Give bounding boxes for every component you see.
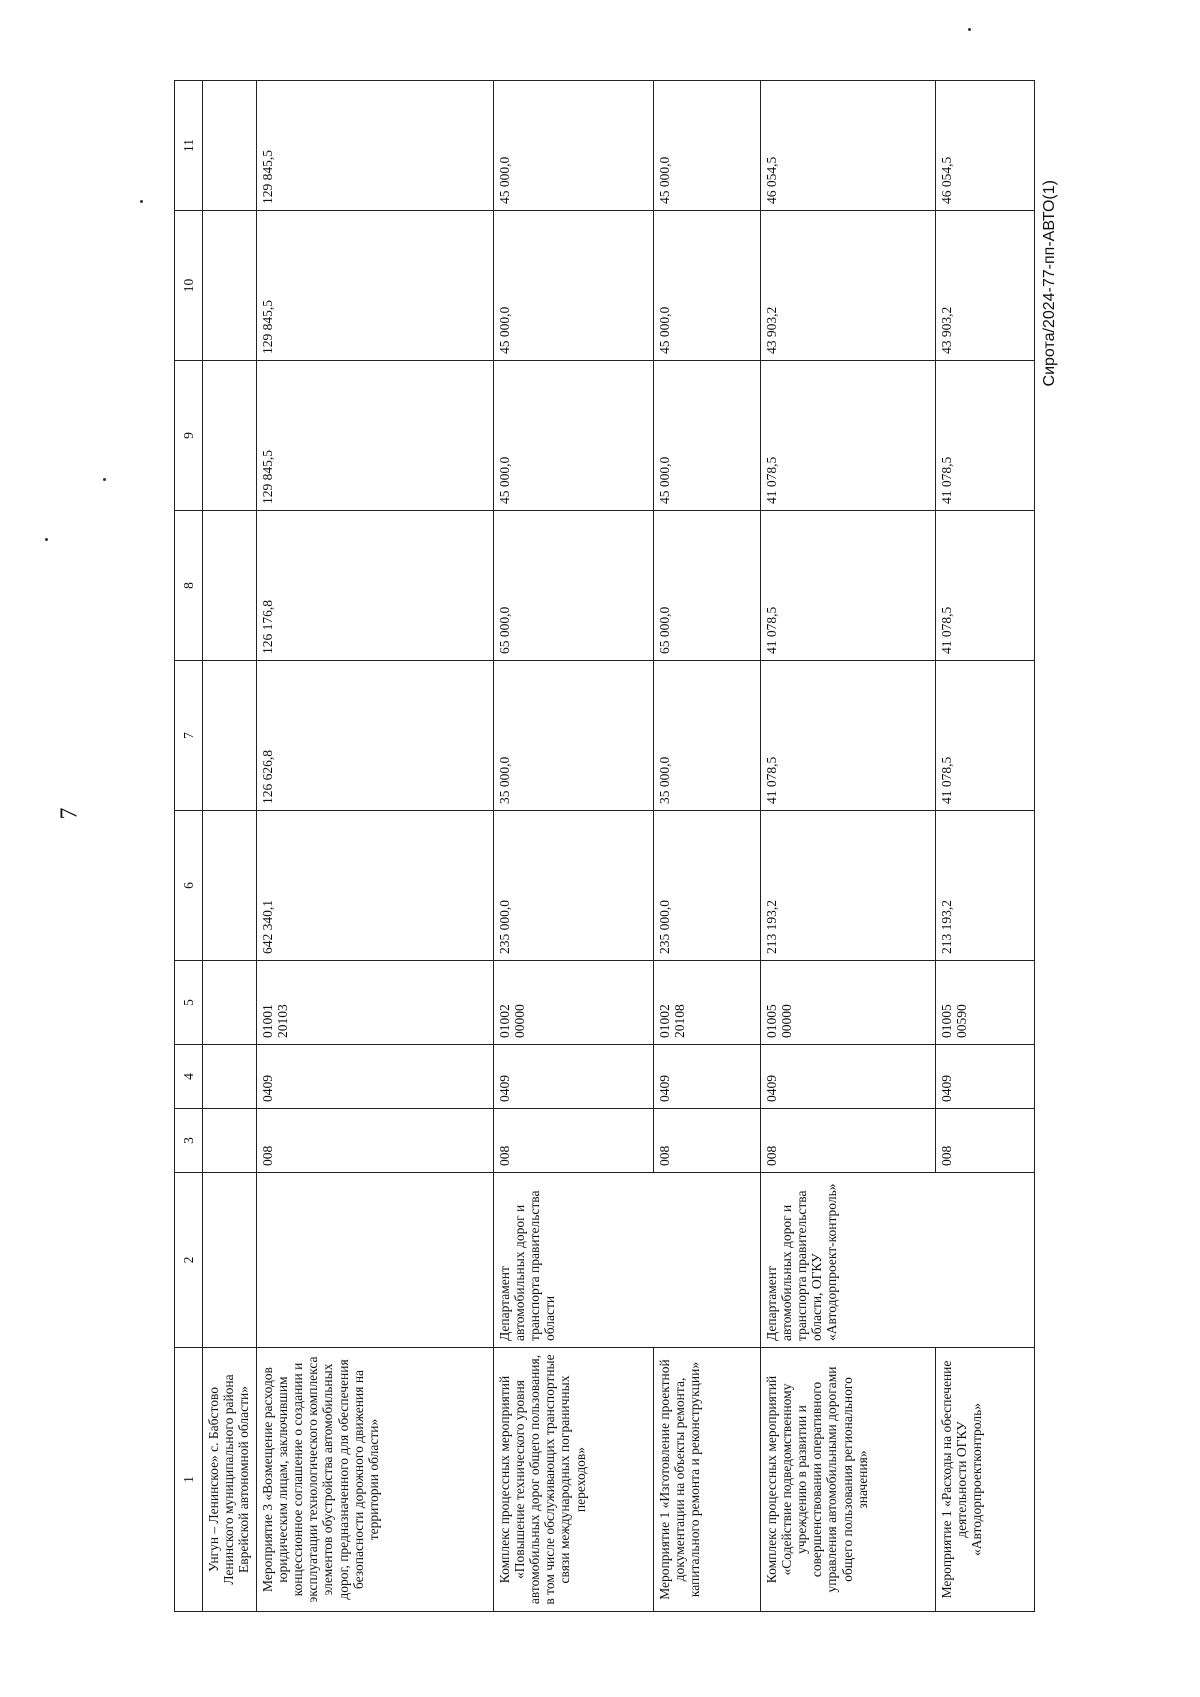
scan-speck bbox=[140, 200, 143, 203]
amount-year: 41 078,5 bbox=[761, 361, 936, 511]
column-number: 5 bbox=[175, 961, 203, 1045]
target-article-code: 01002 20108 bbox=[654, 961, 761, 1045]
section-code: 0409 bbox=[654, 1045, 761, 1109]
responsible-cell: Департамент автомобильных дорог и транспорта правительства области, ОГКУ «Автодорпроект-контроль» bbox=[761, 1173, 1035, 1348]
amount-year: 65 000,0 bbox=[654, 511, 761, 661]
cell bbox=[203, 511, 257, 661]
amount-total: 235 000,0 bbox=[654, 811, 761, 961]
amount-year: 45 000,0 bbox=[494, 81, 654, 211]
amount-year: 41 078,5 bbox=[761, 511, 936, 661]
amount-year: 46 054,5 bbox=[761, 81, 936, 211]
cell bbox=[203, 961, 257, 1045]
table-body bbox=[175, 81, 1035, 1612]
ministry-code: 008 bbox=[494, 1109, 654, 1173]
amount-year: 46 054,5 bbox=[936, 81, 1035, 211]
column-number: 9 bbox=[175, 361, 203, 511]
amount-year: 45 000,0 bbox=[494, 211, 654, 361]
amount-total: 642 340,1 bbox=[257, 811, 494, 961]
row-title: Мероприятие 3 «Возмещение расходов юридическим лицам, заключившим концессионное соглашение о создании и эксплуатации технологического комплекса элементов обустройства автомобильных дорог, предназначенного для обеспечения безопасности дорожного движения на территории области» bbox=[257, 1348, 494, 1612]
amount-year: 45 000,0 bbox=[654, 361, 761, 511]
responsible-cell bbox=[203, 1173, 257, 1348]
amount-year: 41 078,5 bbox=[761, 661, 936, 811]
amount-year: 43 903,2 bbox=[936, 211, 1035, 361]
section-code: 0409 bbox=[936, 1045, 1035, 1109]
responsible-cell: Департамент автомобильных дорог и транспорта правительства области bbox=[494, 1173, 761, 1348]
amount-total: 235 000,0 bbox=[494, 811, 654, 961]
column-number: 2 bbox=[175, 1173, 203, 1348]
ministry-code: 008 bbox=[761, 1109, 936, 1173]
ministry-code: 008 bbox=[654, 1109, 761, 1173]
row-title: Унгун – Ленинское» с. Бабстово Ленинского муниципального района Еврейской автономной области» bbox=[203, 1348, 257, 1612]
column-number: 4 bbox=[175, 1045, 203, 1109]
column-number: 6 bbox=[175, 811, 203, 961]
cell bbox=[203, 211, 257, 361]
cell bbox=[203, 361, 257, 511]
amount-total: 213 193,2 bbox=[936, 811, 1035, 961]
table-row bbox=[203, 81, 257, 1612]
column-number: 1 bbox=[175, 1348, 203, 1612]
table-row bbox=[936, 81, 1035, 1612]
column-number: 11 bbox=[175, 81, 203, 211]
amount-year: 35 000,0 bbox=[654, 661, 761, 811]
section-code: 0409 bbox=[761, 1045, 936, 1109]
amount-year: 43 903,2 bbox=[761, 211, 936, 361]
target-article-code: 01005 00000 bbox=[761, 961, 936, 1045]
column-number: 10 bbox=[175, 211, 203, 361]
amount-year: 45 000,0 bbox=[654, 211, 761, 361]
target-article-code: 01005 00590 bbox=[936, 961, 1035, 1045]
amount-year: 41 078,5 bbox=[936, 361, 1035, 511]
row-title: Мероприятие 1 «Расходы на обеспечение деятельности ОГКУ «Автодорпроектконтроль» bbox=[936, 1348, 1035, 1612]
target-article-code: 01001 20103 bbox=[257, 961, 494, 1045]
budget-table-container bbox=[174, 81, 1034, 1612]
column-number-row bbox=[175, 81, 203, 1612]
amount-year: 129 845,5 bbox=[257, 361, 494, 511]
amount-year: 129 845,5 bbox=[257, 211, 494, 361]
row-title: Мероприятие 1 «Изготовление проектной документации на объекты ремонта, капитального ремонта и реконструкции» bbox=[654, 1348, 761, 1612]
table-row bbox=[257, 81, 494, 1612]
amount-year: 35 000,0 bbox=[494, 661, 654, 811]
budget-table bbox=[174, 80, 1035, 1612]
column-number: 8 bbox=[175, 511, 203, 661]
cell bbox=[203, 1045, 257, 1109]
document-code: Сирота/2024-77-пп-АВТО(1) bbox=[1041, 180, 1058, 387]
cell bbox=[203, 661, 257, 811]
table-row bbox=[654, 81, 761, 1612]
scan-speck bbox=[45, 538, 48, 541]
scan-speck bbox=[968, 28, 971, 31]
column-number: 3 bbox=[175, 1109, 203, 1173]
column-number: 7 bbox=[175, 661, 203, 811]
cell bbox=[203, 811, 257, 961]
scan-speck bbox=[103, 478, 106, 481]
amount-year: 65 000,0 bbox=[494, 511, 654, 661]
target-article-code: 01002 00000 bbox=[494, 961, 654, 1045]
responsible-cell bbox=[257, 1173, 494, 1348]
table-row bbox=[761, 81, 936, 1612]
amount-total: 213 193,2 bbox=[761, 811, 936, 961]
amount-year: 41 078,5 bbox=[936, 661, 1035, 811]
page-number: 7 bbox=[56, 807, 83, 820]
row-title: Комплекс процессных мероприятий «Повышение технического уровня автомобильных дорог общего пользования, в том числе обслуживающих транспортные связи международных пограничных переходов» bbox=[494, 1348, 654, 1612]
amount-year: 129 845,5 bbox=[257, 81, 494, 211]
ministry-code: 008 bbox=[257, 1109, 494, 1173]
row-title: Комплекс процессных мероприятий «Содействие подведомственному учреждению в развитии и совершенствовании оперативного управления автомобильными дорогами общего пользования регионального значения» bbox=[761, 1348, 936, 1612]
amount-year: 126 626,8 bbox=[257, 661, 494, 811]
cell bbox=[203, 1109, 257, 1173]
cell bbox=[203, 81, 257, 211]
amount-year: 41 078,5 bbox=[936, 511, 1035, 661]
section-code: 0409 bbox=[257, 1045, 494, 1109]
section-code: 0409 bbox=[494, 1045, 654, 1109]
amount-year: 45 000,0 bbox=[654, 81, 761, 211]
amount-year: 45 000,0 bbox=[494, 361, 654, 511]
ministry-code: 008 bbox=[936, 1109, 1035, 1173]
amount-year: 126 176,8 bbox=[257, 511, 494, 661]
table-row bbox=[494, 81, 654, 1612]
